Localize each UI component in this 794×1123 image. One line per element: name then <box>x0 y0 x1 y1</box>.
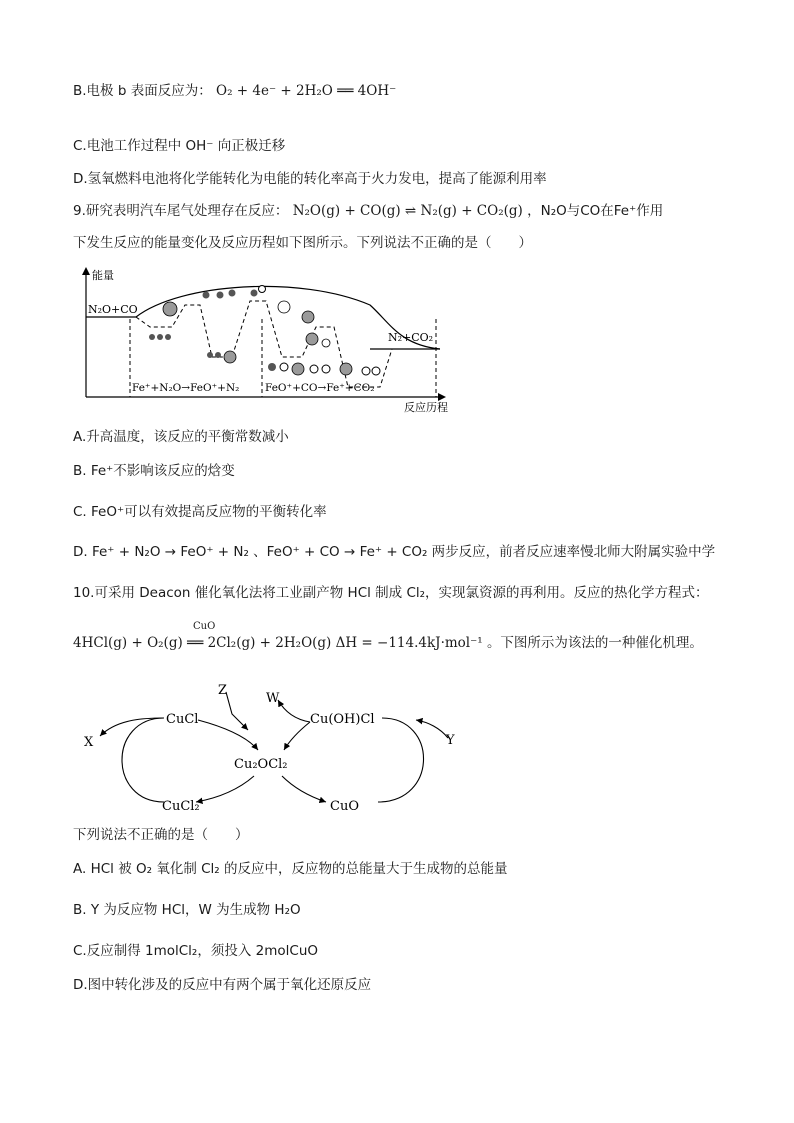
step2-label: FeO⁺+CO→Fe⁺+CO₂ <box>265 382 375 394</box>
q9-energy-diagram <box>70 265 450 415</box>
q10-option-a: A. HCl 被 O₂ 氧化制 Cl₂ 的反应中，反应物的总能量大于生成物的总能量 <box>73 861 508 877</box>
label-CuCl: CuCl <box>166 712 199 727</box>
q9-option-a: A.升高温度，该反应的平衡常数减小 <box>73 429 289 445</box>
products-label: N₂+CO₂ <box>388 331 434 344</box>
q9-stem-line2: 下发生反应的能量变化及反应历程如下图所示。下列说法不正确的是（ ） <box>73 235 532 251</box>
label-Y: Y <box>446 733 455 748</box>
q10-equation: 4HCl(g) + O₂(g) ══ 2Cl₂(g) + 2H₂O(g) ΔH = −114.4kJ·mol⁻¹ <box>73 635 483 651</box>
q9-stem-prefix: 9.研究表明汽车尾气处理存在反应： <box>73 203 289 219</box>
label-CuO: CuO <box>330 799 359 814</box>
q10-option-b: B. Y 为反应物 HCl，W 为生成物 H₂O <box>73 902 301 918</box>
q9-option-d: D. Fe⁺ + N₂O → FeO⁺ + N₂ 、FeO⁺ + CO → Fe⁺ + CO₂ 两步反应，前者反应速率慢北师大附属实验中学 <box>73 544 716 560</box>
label-Cu2OCl2: Cu₂OCl₂ <box>234 757 288 772</box>
q10-stem: 10.可采用 Deacon 催化氧化法将工业副产物 HCl 制成 Cl₂，实现氯资源的再利用。反应的热化学方程式： <box>73 585 709 601</box>
q9-stem-suffix: ，N₂O与CO在Fe⁺作用 <box>527 203 664 219</box>
q10-option-c: C.反应制得 1molCl₂，须投入 2molCuO <box>73 943 318 959</box>
x-axis-label: 反应历程 <box>404 401 448 414</box>
label-CuOHCl: Cu(OH)Cl <box>310 712 375 727</box>
q8-option-d: D.氢氧燃料电池将化学能转化为电能的转化率高于火力发电，提高了能源利用率 <box>73 171 547 187</box>
q8-option-b-equation: O₂ + 4e⁻ + 2H₂O ══ 4OH⁻ <box>216 83 397 99</box>
q10-cycle-diagram <box>78 678 478 828</box>
q10-equation-suffix: 。下图所示为该法的一种催化机理。 <box>486 635 703 651</box>
q10-equation-line <box>73 634 703 652</box>
q9-option-c: C. FeO⁺可以有效提高反应物的平衡转化率 <box>73 504 327 520</box>
reactants-label: N₂O+CO <box>88 303 138 316</box>
label-Z: Z <box>218 683 228 698</box>
q9-stem <box>73 202 663 220</box>
q8-option-c: C.电池工作过程中 OH⁻ 向正极迁移 <box>73 138 286 154</box>
q8-option-b <box>73 82 396 100</box>
label-X: X <box>84 735 94 750</box>
y-axis-label: 能量 <box>92 269 114 282</box>
q9-stem-equation: N₂O(g) + CO(g) ⇌ N₂(g) + CO₂(g) <box>292 203 523 219</box>
q9-option-b: B. Fe⁺不影响该反应的焓变 <box>73 463 235 479</box>
label-W: W <box>266 691 280 706</box>
label-CuCl2: CuCl₂ <box>162 799 200 814</box>
q10-question: 下列说法不正确的是（ ） <box>73 827 249 843</box>
step1-label: Fe⁺+N₂O→FeO⁺+N₂ <box>132 382 240 394</box>
q10-option-d: D.图中转化涉及的反应中有两个属于氧化还原反应 <box>73 977 372 993</box>
q8-option-b-text: B.电极 b 表面反应为： <box>73 83 212 99</box>
q10-catalyst-label: CuO <box>193 621 216 632</box>
